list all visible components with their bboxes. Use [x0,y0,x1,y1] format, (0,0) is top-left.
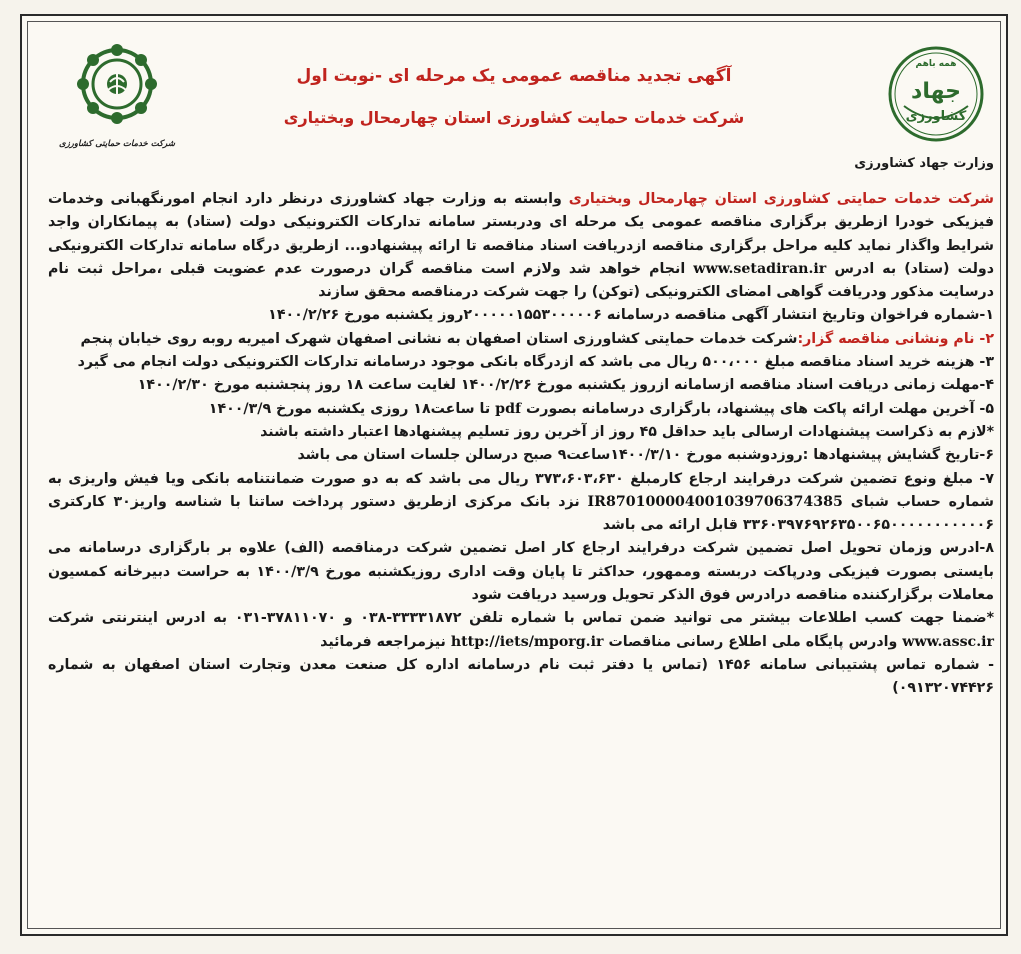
contact-text-c: نیزمراجعه فرمائید [320,633,451,650]
validity-note: *لازم به ذکراست پیشنهادات ارسالی باید حداقل ۴۵ روز از آخرین روز تسلیم پیشنهادها اعتبار داشته باشند [260,423,994,440]
item-5 [48,398,994,421]
item-2 [48,328,994,351]
logo-right-middle: جهاد [911,79,961,104]
item-4: ۴-مهلت زمانی دریافت اسناد مناقصه ازسامانه ازروز یکشنبه مورخ ۱۴۰۰/۲/۲۶ لغایت ساعت ۱۸ روز پنجشنبه مورخ ۱۴۰۰/۲/۳۰ [137,377,994,394]
item-7-text-a: ۷- مبلغ ونوع تضمین شرکت درفرایند ارجاع کارمبلغ ۳۷۳،۶۰۳،۶۳۰ ریال می باشد که به دو صورت ضمانتنامه بانکی ویا فیش واریزی به شماره حساب شبای [48,470,994,510]
notice-body [48,188,994,701]
item-3: ۳- هزینه خرید اسناد مناقصه مبلغ ۵۰۰،۰۰۰ ریال می باشد که ازدرگاه بانکی موجود درسامانه تدارکات الکترونیکی دولت انجام می گیرد [77,354,994,371]
item-1: ۱-شماره فراخوان وتاریخ انتشار آگهی مناقصه درسامانه ۲۰۰۰۰۰۱۵۵۳۰۰۰۰۰۶روز یکشنبه مورخ ۱۴۰۰/۲/۲۶ [268,307,994,324]
item-5-pdf: pdf [495,400,522,417]
item-7-text-b: نزد بانک مرکزی ازطریق دستور پرداخت ساتنا با شناسه واریز۳۰ کارکتری ۳۳۶۰۳۹۷۶۹۲۶۳۵۰۰۶۵۰۰۰۰۰۰۰۰۰۰۰۶ قابل ارائه می باشد [48,493,994,534]
jahad-keshavarzi-logo-icon [886,44,986,144]
notice-header [22,16,1006,171]
item-7 [48,468,994,538]
setadiran-link[interactable]: www.setadiran.ir [693,260,827,277]
contact-text-a: *ضمنا جهت کسب اطلاعات بیشتر می توانید ضمن تماس با شماره تلفن ۳۳۳۳۱۸۷۲-۰۳۸ و ۳۷۸۱۱۰۷۰-۰۳۱ به ادرس اینترنتی شرکت [48,610,995,627]
ministry-label: وزارت جهاد کشاورزی [854,156,994,171]
iets-link[interactable]: http://iets/mporg.ir [450,633,604,650]
item-5-text-b: تا ساعت۱۸ روزی یکشنبه مورخ ۱۴۰۰/۳/۹ [208,400,496,417]
logo-left-caption: شرکت خدمات حمایتی کشاورزی [59,139,175,149]
notice-subtitle: شرکت خدمات حمایت کشاورزی استان چهارمحال وبختیاری [283,108,745,127]
item-5-text-a: ۵- آخرین مهلت ارائه پاکت های پیشنهاد، بارگزاری درسامانه بصورت [521,400,994,417]
contact-text-b: وادرس پایگاه ملی اطلاع رسانی مناقصات [603,633,903,650]
item-8: ۸-ادرس وزمان تحویل اصل تضمین شرکت درفرایند ارجاع کار اصل تضمین شرکت درمناقصه (الف) علاوه بر بارگزاری درسامانه می بایستی بصورت فیزیکی ودرپاکت دربسته وممهور، حداکثر تا پایان وقت اداری روزیکشنبه مورخ ۱۴۰۰/۳/۹ به حراست دبیرخانه کمسیون معاملات برگزارکننده مناقصه درادرس فوق الذکر تحویل ورسید دریافت شود [48,540,994,604]
support-company-logo-icon [59,44,175,159]
assc-link[interactable]: www.assc.ir [902,633,994,650]
intro-text-b: انجام خواهد شد ولازم است مناقصه گران درصورت عدم عضویت قبلی ،مراحل ثبت نام درسایت مذکور ودریافت گواهی امضای الکترونیکی (توکن) را جهت شرکت درمناقصه محقق سازند [48,260,994,301]
logo-right-top: همه باهم [915,59,957,69]
item-2-text: شرکت خدمات حمایتی کشاورزی استان اصفهان به نشانی اصفهان شهرک امیریه روبه روی خیابان پنجم [80,330,798,347]
iban-number: IR870100004001039706374385 [587,493,843,510]
notice-title: آگهی تجدید مناقصه عمومی یک مرحله ای -نوبت اول [296,66,732,86]
intro-text-a: وابسته به وزارت جهاد کشاورزی درنظر دارد انجام امورنگهبانی وخدمات فیزیکی خودرا ازطریق برگزاری مناقصه عمومی یک مرحله ای ودربستر سامانه تدارکات الکترونیکی دولت (ستاد) به پیمانکاران واجد شرایط واگذار نماید کلیه مراحل برگزاری مناقصه ازدریافت اسناد مناقصه تا ارائه پیشنهادو... ازطریق درگاه سامانه تدارکات الکترونیکی دولت (ستاد) به ادرس [48,191,995,277]
notice-frame [20,14,1008,936]
contact-paragraph [48,607,994,654]
logo-right-bottom: کشاورزی [905,109,967,124]
intro-paragraph [48,188,994,304]
item-6: ۶-تاریخ گشایش پیشنهادها :روزدوشنبه مورخ ۱۴۰۰/۳/۱۰ساعت۹ صبح درسالن جلسات استان می باشد [297,447,994,464]
support-paragraph: - شماره تماس پشتیبانی سامانه ۱۴۵۶ (تماس یا دفتر ثبت نام درسامانه اداره کل صنعت معدن وتجارت استان اصفهان به شماره ۰۹۱۳۲۰۷۴۴۲۶) [48,656,994,697]
intro-company: شرکت خدمات حمایتی کشاورزی استان چهارمحال وبختیاری [568,191,995,207]
item-2-label: ۲- نام ونشانی مناقصه گزار: [797,330,994,347]
